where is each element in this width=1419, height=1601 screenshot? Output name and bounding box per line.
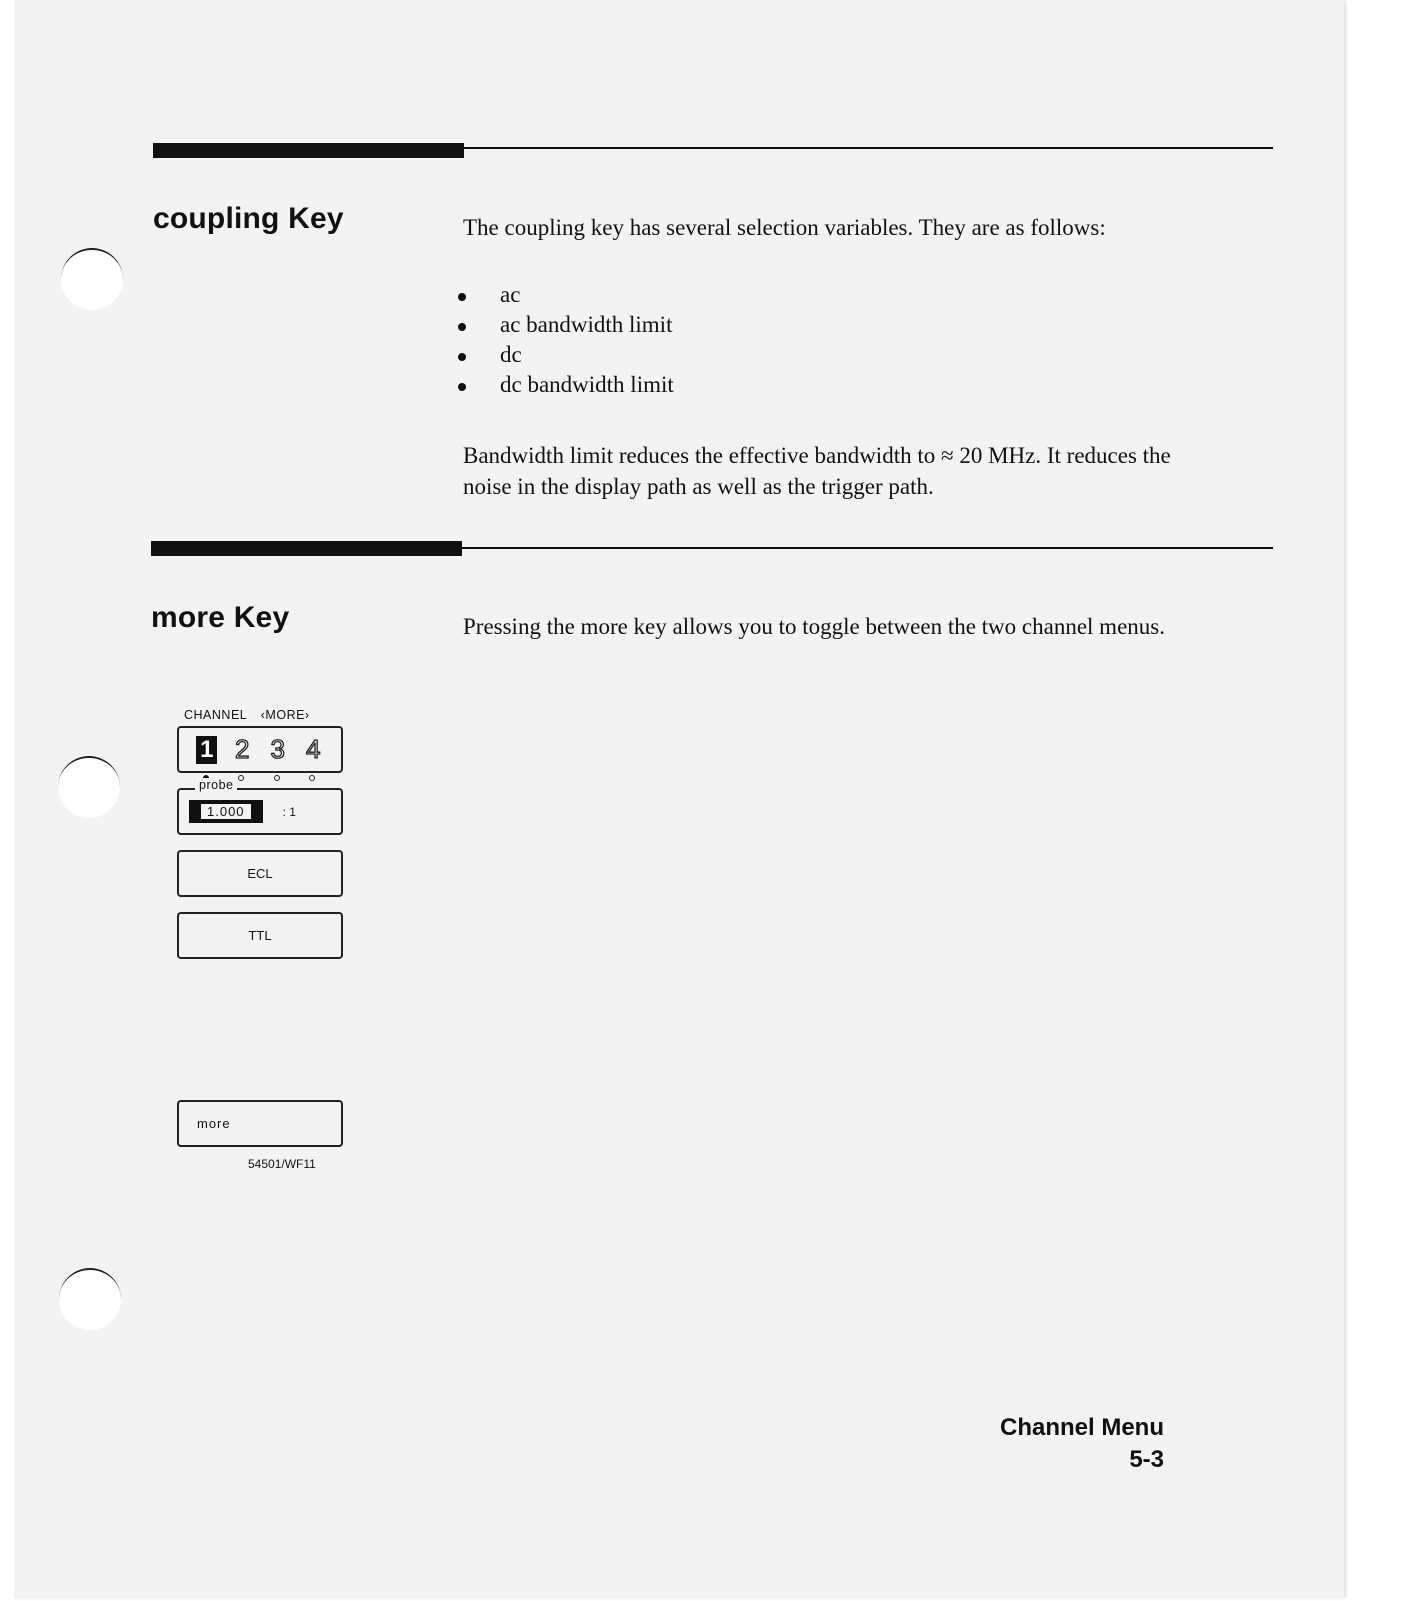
channel-number: 2 — [235, 734, 250, 764]
footer-page-number: 5-3 — [1129, 1446, 1164, 1473]
channel-select-softkey[interactable] — [177, 726, 343, 773]
coupling-key-heading: coupling Key — [153, 202, 344, 235]
list-item: ac — [454, 280, 954, 310]
more-indicator: ‹MORE› — [260, 708, 310, 722]
channel-3-option[interactable] — [264, 733, 292, 767]
probe-value-field[interactable] — [189, 800, 263, 823]
channel-2-option[interactable] — [228, 733, 256, 767]
manual-page — [14, 0, 1344, 1598]
section-rule — [153, 147, 1273, 149]
binder-hole-bottom — [59, 1268, 121, 1330]
channel-1-option[interactable] — [193, 733, 221, 767]
footer-section-title: Channel Menu — [999, 1414, 1164, 1441]
binder-hole-top — [61, 248, 123, 310]
channel-number: 4 — [306, 734, 321, 764]
channel-number: 1 — [196, 736, 217, 764]
channel-number: 3 — [270, 734, 285, 764]
more-button-label: more — [197, 1116, 231, 1131]
ecl-softkey[interactable] — [177, 850, 343, 897]
channel-menu-caption — [184, 708, 310, 722]
bandwidth-note: Bandwidth limit reduces the effective bandwidth to ≈ 20 MHz. It reduces the noise in the display path as well as the trigger path. — [463, 443, 1171, 499]
list-item: dc bandwidth limit — [454, 370, 954, 400]
coupling-options-list — [454, 280, 954, 400]
section-rule-thick — [153, 143, 464, 158]
probe-softkey[interactable] — [177, 778, 343, 835]
unselected-dot — [238, 775, 244, 781]
more-key-description: Pressing the more key allows you to toggle between the two channel menus. — [463, 614, 1165, 639]
probe-label: probe — [195, 778, 237, 792]
unselected-dot — [309, 775, 315, 781]
more-key-heading: more Key — [151, 601, 290, 634]
ecl-label: ECL — [247, 866, 273, 881]
unselected-dot — [274, 775, 280, 781]
figure-id: 54501/WF11 — [248, 1157, 316, 1171]
ttl-label: TTL — [248, 928, 272, 943]
coupling-intro: The coupling key has several selection variables. They are as follows: — [463, 215, 1106, 240]
list-item: dc — [454, 340, 954, 370]
channel-label: CHANNEL — [184, 708, 247, 722]
more-softkey[interactable] — [177, 1100, 343, 1147]
probe-ratio: : 1 — [282, 804, 296, 819]
ttl-softkey[interactable] — [177, 912, 343, 959]
channel-4-option[interactable] — [299, 733, 327, 767]
list-item: ac bandwidth limit — [454, 310, 954, 340]
binder-hole-middle — [58, 756, 120, 818]
probe-value: 1.000 — [201, 804, 251, 819]
section-rule — [151, 547, 1273, 549]
